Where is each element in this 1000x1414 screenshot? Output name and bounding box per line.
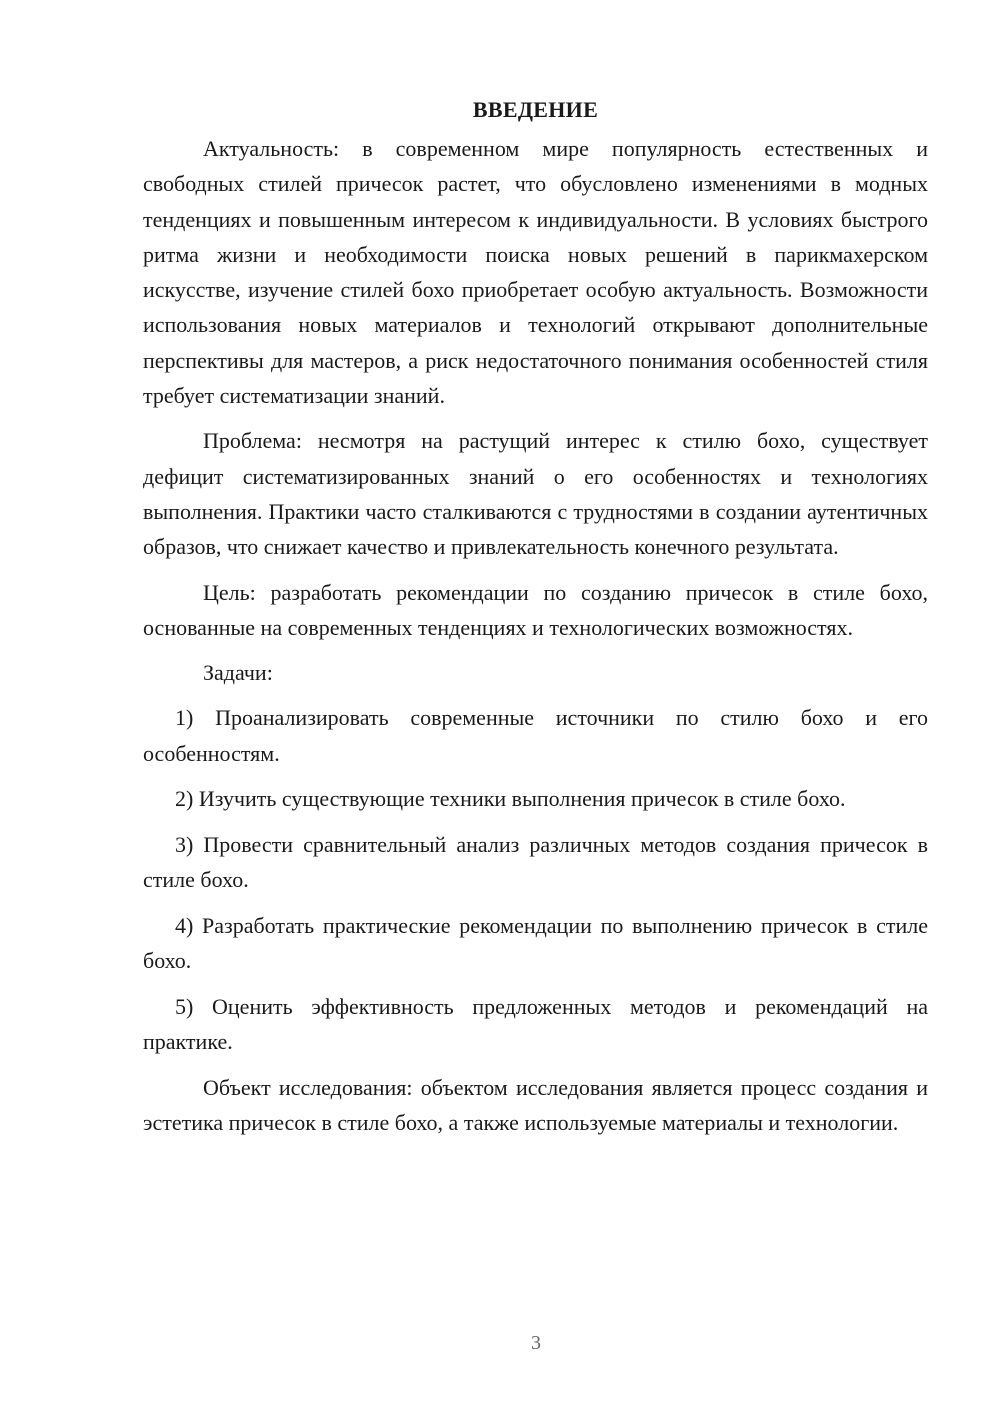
problem-paragraph: Проблема: несмотря на растущий интерес к стилю бохо, существует дефицит систематизированных знаний о его особенностях и технологиях выполнения. Практики часто сталкиваются с трудностями в создании аутентичных образов, что снижает качество и привлекательность конечного результата. [143, 428, 928, 560]
task-item: 5) Оценить эффективность предложенных методов и рекомендаций на практике. [143, 994, 928, 1055]
page-title: ВВЕДЕНИЕ [472, 97, 599, 122]
task-item: 1) Проанализировать современные источники по стилю бохо и его особенностям. [143, 705, 928, 766]
page-number: 3 [531, 1332, 541, 1354]
relevance-paragraph: Актуальность: в современном мире популярность естественных и свободных стилей причесок растет, что обусловлено изменениями в модных тенденциях и повышенным интересом к индивидуальности. В условиях быстрого ритма жизни и необходимости поиска новых решений в парикмахерском искусстве, изучение стилей бохо приобретает особую актуальность. Возможности использования новых материалов и технологий открывают дополнительные перспективы для мастеров, а риск недостаточного понимания особенностей стиля требует систематизации знаний. [143, 136, 928, 409]
research-object-paragraph: Объект исследования: объектом исследования является процесс создания и эстетика причесок в стиле бохо, а также используемые материалы и технологии. [143, 1075, 928, 1136]
tasks-list [143, 700, 928, 1059]
document-page [143, 92, 928, 1151]
task-item: 3) Провести сравнительный анализ различных методов создания причесок в стиле бохо. [143, 832, 928, 893]
task-item: 2) Изучить существующие техники выполнения причесок в стиле бохо. [175, 786, 846, 812]
goal-paragraph: Цель: разработать рекомендации по созданию причесок в стиле бохо, основанные на современных тенденциях и технологических возможностях. [143, 579, 928, 640]
tasks-heading: Задачи: [203, 660, 273, 686]
task-item: 4) Разработать практические рекомендации по выполнению причесок в стиле бохо. [143, 913, 928, 974]
